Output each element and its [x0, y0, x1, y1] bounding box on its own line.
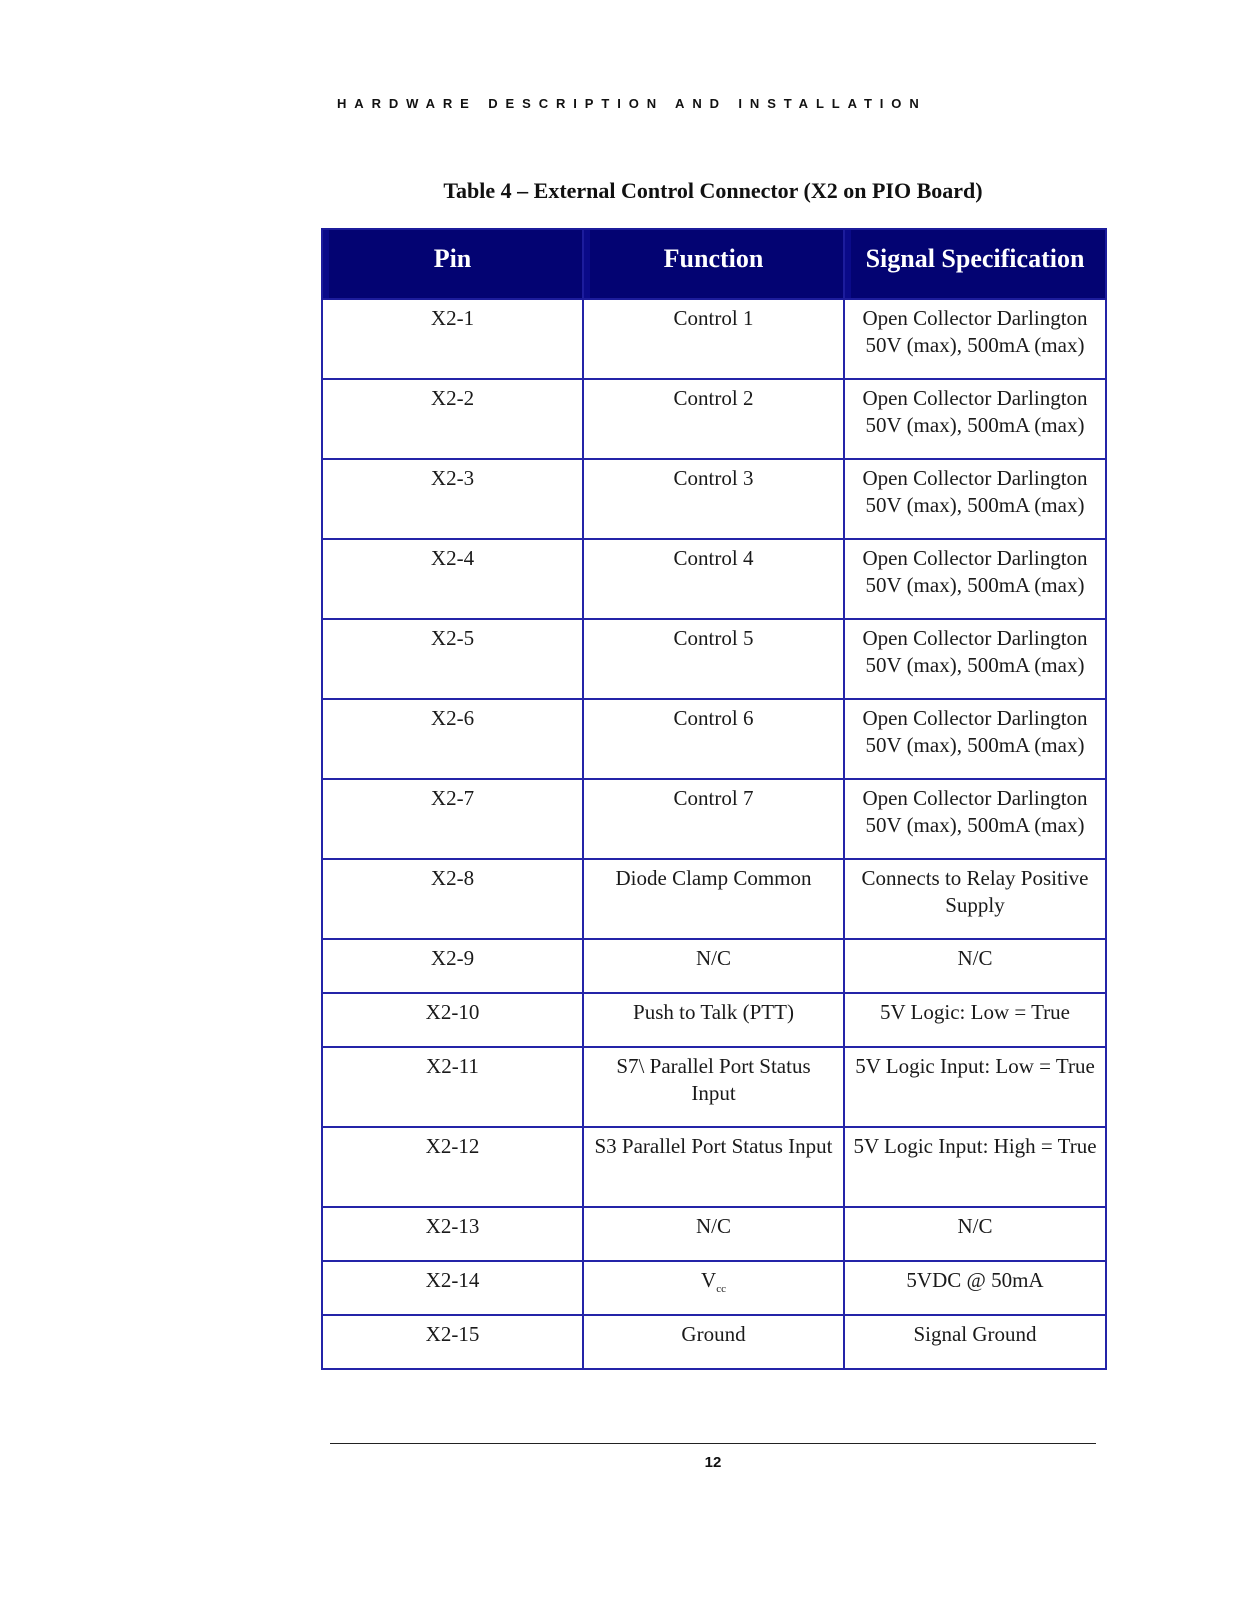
table-caption: Table 4 – External Control Connector (X2 on PIO Board) [443, 178, 983, 203]
header-pin: Pin [322, 229, 583, 299]
signal-cell: Open Collector Darlington 50V (max), 500mA (max) [844, 459, 1106, 539]
signal-cell: 5VDC @ 50mA [844, 1261, 1106, 1315]
table-row [322, 779, 1106, 859]
table-row [322, 299, 1106, 379]
function-cell: Diode Clamp Common [583, 859, 844, 939]
pin-cell: X2-4 [322, 539, 583, 619]
pin-cell: X2-8 [322, 859, 583, 939]
pin-cell: X2-7 [322, 779, 583, 859]
function-cell: Control 2 [583, 379, 844, 459]
signal-cell: Open Collector Darlington 50V (max), 500mA (max) [844, 299, 1106, 379]
function-cell: Control 3 [583, 459, 844, 539]
table-row [322, 459, 1106, 539]
vcc-subscript: cc [716, 1283, 726, 1295]
pin-cell: X2-2 [322, 379, 583, 459]
function-cell: Control 4 [583, 539, 844, 619]
pin-cell: X2-5 [322, 619, 583, 699]
pin-cell: X2-6 [322, 699, 583, 779]
function-cell: Control 5 [583, 619, 844, 699]
connector-table [321, 228, 1107, 1370]
signal-cell: N/C [844, 939, 1106, 993]
table-row [322, 379, 1106, 459]
header-signal-specification: Signal Specification [844, 229, 1106, 299]
signal-cell: N/C [844, 1207, 1106, 1261]
function-cell: Control 6 [583, 699, 844, 779]
pin-cell: X2-9 [322, 939, 583, 993]
pin-cell: X2-11 [322, 1047, 583, 1127]
function-cell [583, 1261, 844, 1315]
table-row [322, 993, 1106, 1047]
signal-cell: Signal Ground [844, 1315, 1106, 1369]
function-cell: Control 1 [583, 299, 844, 379]
signal-cell: Connects to Relay Positive Supply [844, 859, 1106, 939]
pin-cell: X2-15 [322, 1315, 583, 1369]
signal-cell: 5V Logic: Low = True [844, 993, 1106, 1047]
table-row [322, 1207, 1106, 1261]
function-cell: Ground [583, 1315, 844, 1369]
signal-cell: Open Collector Darlington 50V (max), 500mA (max) [844, 699, 1106, 779]
running-header: HARDWARE DESCRIPTION AND INSTALLATION [337, 96, 927, 111]
function-cell: S7\ Parallel Port Status Input [583, 1047, 844, 1127]
table-row [322, 1261, 1106, 1315]
function-cell: N/C [583, 1207, 844, 1261]
table-row [322, 699, 1106, 779]
vcc-symbol: V [701, 1268, 717, 1292]
signal-cell: Open Collector Darlington 50V (max), 500mA (max) [844, 379, 1106, 459]
function-cell: Control 7 [583, 779, 844, 859]
pin-cell: X2-1 [322, 299, 583, 379]
signal-cell: 5V Logic Input: High = True [844, 1127, 1106, 1207]
table-row [322, 619, 1106, 699]
signal-cell: 5V Logic Input: Low = True [844, 1047, 1106, 1127]
pin-cell: X2-10 [322, 993, 583, 1047]
signal-cell: Open Collector Darlington 50V (max), 500mA (max) [844, 779, 1106, 859]
function-cell: S3 Parallel Port Status Input [583, 1127, 844, 1207]
table-row [322, 859, 1106, 939]
pin-cell: X2-12 [322, 1127, 583, 1207]
table-row [322, 1127, 1106, 1207]
signal-cell: Open Collector Darlington 50V (max), 500mA (max) [844, 619, 1106, 699]
signal-cell: Open Collector Darlington 50V (max), 500mA (max) [844, 539, 1106, 619]
table-row [322, 1315, 1106, 1369]
header-function: Function [583, 229, 844, 299]
function-cell: N/C [583, 939, 844, 993]
pin-cell: X2-14 [322, 1261, 583, 1315]
pin-cell: X2-13 [322, 1207, 583, 1261]
footer-rule [330, 1443, 1096, 1444]
function-cell: Push to Talk (PTT) [583, 993, 844, 1047]
table-row [322, 1047, 1106, 1127]
page-number: 12 [704, 1454, 722, 1471]
table-row [322, 539, 1106, 619]
table-header-row [322, 229, 1106, 299]
table-row [322, 939, 1106, 993]
pin-cell: X2-3 [322, 459, 583, 539]
